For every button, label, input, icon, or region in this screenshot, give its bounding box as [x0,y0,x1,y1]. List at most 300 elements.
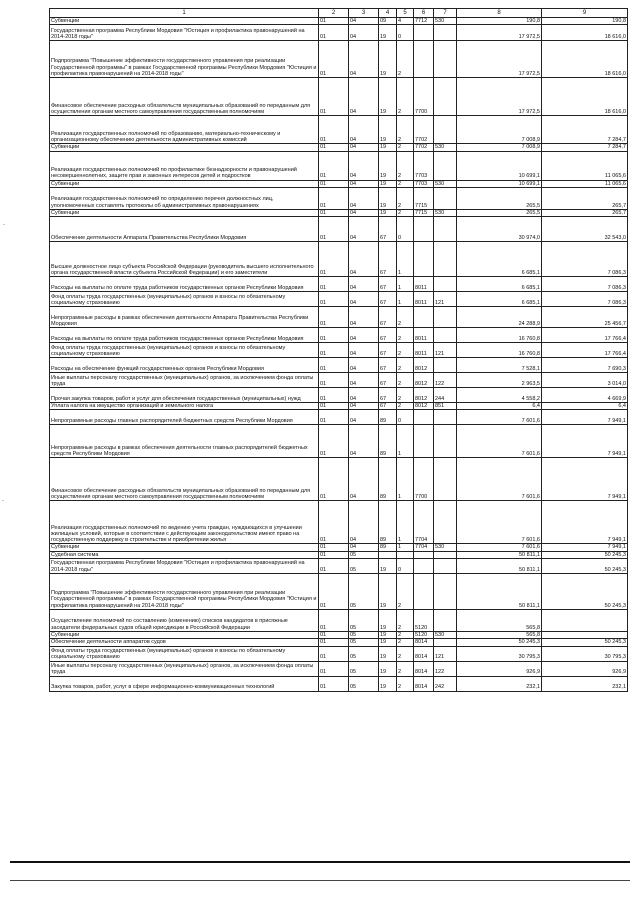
table-body [50,18,628,692]
cell-section: 01 [319,180,349,187]
cell-name: Непрограммные расходы в рамках обеспечения деятельности главных распорядителей бюджетных средств Республики Мордовия [50,425,319,458]
cell-program: 67 [379,343,397,358]
cell-subprogram: 1 [397,458,414,501]
table-row [50,639,628,646]
cell-name: Осуществление полномочий по составлению (изменению) списков кандидатов в присяжные заседатели федеральных судов общей юрисдикции в Российской Федерации [50,610,319,632]
cell-amount-year2 [542,610,628,632]
cell-program: 19 [379,116,397,144]
cell-expense-code: 8011 [414,292,434,307]
table-row [50,209,628,216]
cell-subprogram: 0 [397,410,414,425]
cell-amount-year1: 50 811,1 [457,574,542,610]
table-row [50,217,628,242]
cell-amount-year2: 4 669,9 [542,388,628,403]
cell-subsection: 05 [349,559,379,574]
cell-name: Обеспечение деятельности Аппарата Правительства Республики Мордовия [50,217,319,242]
cell-amount-year1: 10 699,1 [457,180,542,187]
cell-name: Уплата налога на имущество организаций и земельного налога [50,403,319,410]
cell-name: Финансовое обеспечение расходных обязательств муниципальных образований по переданным для осуществления органам местного самоуправления государственным полномочиям [50,458,319,501]
header-cell: 6 [414,9,434,18]
cell-program: 09 [379,18,397,25]
cell-program: 19 [379,646,397,661]
cell-expense-code: 7700 [414,458,434,501]
cell-amount-year1: 7 528,1 [457,358,542,373]
table-row [50,78,628,116]
cell-program: 19 [379,187,397,209]
cell-name: Высшее должностное лицо субъекта Российской Федерации (руководитель высшего исполнительного органа государственной власти субъекта Российской Федерации) и его заместители [50,242,319,277]
cell-subsection: 04 [349,403,379,410]
cell-section: 01 [319,209,349,216]
cell-subprogram: 2 [397,209,414,216]
cell-expense-type: 530 [434,18,457,25]
cell-name: Расходы на обеспечение функций государственных органов Республики Мордовия [50,358,319,373]
scan-margin-mark: - [3,222,5,228]
cell-amount-year2: 11 065,6 [542,180,628,187]
table-row [50,574,628,610]
table-row [50,180,628,187]
cell-name: Реализация государственных полномочий по образованию, материально-техническому и организационному обеспечению деятельности административных комиссий [50,116,319,144]
cell-program: 19 [379,144,397,151]
cell-amount-year2: 7 949,1 [542,458,628,501]
cell-name: Обеспечение деятельности аппаратов судов [50,639,319,646]
cell-program: 67 [379,388,397,403]
cell-amount-year2: 18 616,0 [542,41,628,78]
cell-program: 67 [379,242,397,277]
cell-expense-code: 8011 [414,277,434,292]
cell-amount-year1: 2 963,5 [457,373,542,388]
cell-expense-code: 8012 [414,358,434,373]
cell-name: Расходы на выплаты по оплате труда работников государственных органов Республики Мордовия [50,277,319,292]
cell-section: 01 [319,78,349,116]
cell-program [379,551,397,558]
cell-section: 01 [319,661,349,676]
table-row [50,425,628,458]
cell-program: 67 [379,403,397,410]
cell-expense-code [414,41,434,78]
table-row [50,501,628,544]
cell-expense-type: 530 [434,144,457,151]
cell-expense-type: 121 [434,292,457,307]
cell-section: 01 [319,144,349,151]
cell-amount-year1: 6 685,1 [457,242,542,277]
cell-program: 67 [379,358,397,373]
cell-amount-year2: 7 086,3 [542,277,628,292]
cell-subprogram: 2 [397,373,414,388]
cell-subprogram: 1 [397,292,414,307]
cell-name: Субвенции [50,632,319,639]
cell-subprogram: 2 [397,574,414,610]
cell-subprogram: 1 [397,544,414,551]
cell-section: 01 [319,328,349,343]
cell-section: 01 [319,639,349,646]
cell-program: 19 [379,559,397,574]
cell-subsection: 04 [349,328,379,343]
cell-expense-type [434,328,457,343]
table-row [50,116,628,144]
cell-subprogram: 2 [397,388,414,403]
cell-subprogram: 2 [397,358,414,373]
scan-margin-mark: - [2,498,4,504]
cell-expense-type [434,151,457,180]
table-row [50,307,628,328]
cell-expense-code [414,242,434,277]
cell-subsection: 04 [349,501,379,544]
table-row [50,41,628,78]
cell-name: Подпрограмма "Повышение эффективности государственного управления при реализации Государственной программы" в рамках Государственной программы Республики Мордовия "Юстиция и профилактика правонарушений на 2014-2018 годы" [50,41,319,78]
cell-subprogram: 2 [397,328,414,343]
cell-section: 01 [319,410,349,425]
table-row [50,632,628,639]
cell-amount-year1: 7 008,9 [457,116,542,144]
cell-subsection: 05 [349,632,379,639]
cell-expense-type [434,78,457,116]
cell-subprogram: 0 [397,25,414,41]
cell-name: Расходы на выплаты по оплате труда работников государственных органов Республики Мордовия [50,328,319,343]
cell-program: 19 [379,574,397,610]
cell-amount-year1: 17 972,5 [457,25,542,41]
cell-program: 89 [379,425,397,458]
cell-amount-year1: 50 245,3 [457,639,542,646]
cell-program: 89 [379,458,397,501]
cell-name: Непрограммные расходы главных распорядителей бюджетных средств Республики Мордовия [50,410,319,425]
cell-expense-type [434,187,457,209]
cell-amount-year2: 7 949,1 [542,544,628,551]
cell-amount-year1: 7 601,6 [457,410,542,425]
cell-expense-code: 5120 [414,632,434,639]
budget-table [49,8,628,692]
table-row [50,676,628,691]
header-row [50,9,628,18]
table-row [50,292,628,307]
cell-subsection: 05 [349,676,379,691]
cell-expense-type: 851 [434,403,457,410]
cell-expense-code [414,217,434,242]
cell-amount-year1: 30 795,3 [457,646,542,661]
cell-expense-type [434,277,457,292]
cell-expense-type: 122 [434,661,457,676]
cell-expense-code [414,574,434,610]
cell-amount-year1: 50 811,1 [457,559,542,574]
table-row [50,646,628,661]
header-cell: 4 [379,9,397,18]
cell-subsection: 04 [349,544,379,551]
cell-name: Фонд оплаты труда государственных (муниципальных) органов и взносы по обязательному социальному страхованию [50,292,319,307]
cell-subprogram: 2 [397,403,414,410]
cell-expense-code: 8011 [414,328,434,343]
cell-subsection: 04 [349,116,379,144]
table-row [50,559,628,574]
cell-expense-type [434,610,457,632]
cell-name: Подпрограмма "Повышение эффективности государственного управления при реализации Государственной программы" в рамках Государственной программы Республики Мордовия "Юстиция и профилактика правонарушений на 2014-2018 годы" [50,574,319,610]
cell-amount-year2: 6,4 [542,403,628,410]
cell-expense-type [434,425,457,458]
cell-name: Реализация государственных полномочий по ведению учета граждан, нуждающихся в улучшении жилищных условий, которые в соответствии с действующим законодательством имеют право на государственную поддержку в строительстве и приобретении жилья [50,501,319,544]
cell-expense-code: 8012 [414,403,434,410]
cell-subprogram: 2 [397,144,414,151]
cell-expense-code: 8014 [414,661,434,676]
cell-name: Государственная программа Республики Мордовия "Юстиция и профилактика правонарушений на 2014-2018 годы" [50,25,319,41]
cell-amount-year2: 3 014,0 [542,373,628,388]
cell-subprogram: 2 [397,307,414,328]
cell-amount-year1: 7 601,6 [457,425,542,458]
cell-subsection: 04 [349,144,379,151]
cell-amount-year2: 7 284,7 [542,144,628,151]
cell-section: 01 [319,41,349,78]
cell-amount-year2: 50 245,3 [542,551,628,558]
cell-name: Субвенции [50,180,319,187]
cell-expense-type [434,639,457,646]
cell-section: 01 [319,292,349,307]
page-bottom-rule [10,880,630,881]
table-row [50,403,628,410]
cell-expense-type [434,501,457,544]
cell-name: Прочая закупка товаров, работ и услуг для обеспечения государственных (муниципальных) нужд [50,388,319,403]
cell-amount-year2: 190,8 [542,18,628,25]
cell-subsection: 04 [349,41,379,78]
table-row [50,458,628,501]
cell-expense-type [434,551,457,558]
cell-expense-code: 7702 [414,116,434,144]
cell-amount-year1: 232,1 [457,676,542,691]
cell-program: 19 [379,639,397,646]
cell-amount-year2: 18 616,0 [542,25,628,41]
cell-program: 67 [379,328,397,343]
cell-amount-year1: 24 288,9 [457,307,542,328]
cell-expense-type: 530 [434,544,457,551]
cell-program: 89 [379,501,397,544]
cell-section: 01 [319,242,349,277]
cell-subsection: 04 [349,388,379,403]
cell-amount-year1: 6,4 [457,403,542,410]
cell-subprogram: 2 [397,180,414,187]
cell-subsection: 04 [349,277,379,292]
cell-name: Судебная система [50,551,319,558]
cell-expense-code: 8014 [414,646,434,661]
cell-amount-year2: 17 766,4 [542,328,628,343]
cell-subprogram: 2 [397,187,414,209]
cell-expense-type [434,574,457,610]
table-row [50,151,628,180]
cell-amount-year2: 50 245,3 [542,639,628,646]
cell-expense-type [434,559,457,574]
cell-amount-year2 [542,632,628,639]
cell-name: Фонд оплаты труда государственных (муниципальных) органов и взносы по обязательному социальному страхованию [50,646,319,661]
cell-expense-type [434,410,457,425]
table-row [50,358,628,373]
cell-subsection: 05 [349,639,379,646]
cell-subsection: 04 [349,292,379,307]
cell-name: Субвенции [50,144,319,151]
cell-expense-type [434,458,457,501]
cell-name: Финансовое обеспечение расходных обязательств муниципальных образований по переданным для осуществления органам местного самоуправления государственным полномочиям [50,78,319,116]
cell-amount-year1: 4 558,2 [457,388,542,403]
cell-expense-type [434,358,457,373]
cell-expense-type [434,41,457,78]
cell-expense-code: 7700 [414,78,434,116]
cell-amount-year2: 50 245,3 [542,574,628,610]
cell-expense-code [414,559,434,574]
cell-amount-year2: 32 543,0 [542,217,628,242]
cell-amount-year2: 7 086,3 [542,242,628,277]
cell-section: 01 [319,151,349,180]
cell-section: 01 [319,18,349,25]
cell-expense-code: 5120 [414,610,434,632]
cell-subprogram: 2 [397,151,414,180]
table-row [50,242,628,277]
cell-expense-code: 7712 [414,18,434,25]
table-row [50,18,628,25]
table-row [50,610,628,632]
cell-subsection: 04 [349,217,379,242]
cell-amount-year1: 10 699,1 [457,151,542,180]
table-row [50,187,628,209]
cell-amount-year1: 17 972,5 [457,41,542,78]
cell-amount-year1: 16 760,8 [457,328,542,343]
cell-expense-type: 121 [434,646,457,661]
cell-subsection: 04 [349,307,379,328]
cell-program: 19 [379,610,397,632]
cell-subsection: 04 [349,180,379,187]
cell-amount-year1: 30 974,0 [457,217,542,242]
cell-expense-type: 122 [434,373,457,388]
cell-subsection: 04 [349,209,379,216]
cell-subsection: 04 [349,358,379,373]
cell-expense-type: 530 [434,209,457,216]
cell-amount-year1: 16 760,8 [457,343,542,358]
cell-amount-year2: 7 949,1 [542,410,628,425]
cell-name: Субвенции [50,18,319,25]
cell-amount-year1: 6 685,1 [457,292,542,307]
cell-amount-year2: 17 766,4 [542,343,628,358]
cell-amount-year1: 265,5 [457,209,542,216]
cell-section: 01 [319,458,349,501]
cell-subsection: 04 [349,242,379,277]
cell-amount-year2: 25 456,7 [542,307,628,328]
cell-expense-code: 7715 [414,187,434,209]
cell-section: 01 [319,676,349,691]
cell-subprogram: 1 [397,277,414,292]
cell-section: 01 [319,551,349,558]
header-cell: 5 [397,9,414,18]
cell-amount-year1: 7 008,9 [457,144,542,151]
cell-program: 19 [379,41,397,78]
cell-name: Субвенции [50,544,319,551]
cell-subsection: 05 [349,551,379,558]
cell-subsection: 04 [349,187,379,209]
cell-subprogram: 2 [397,610,414,632]
cell-name: Иные выплаты персоналу государственных (муниципальных) органов, за исключением фонда оплаты труда [50,373,319,388]
cell-subsection: 04 [349,18,379,25]
cell-program: 67 [379,292,397,307]
cell-section: 01 [319,343,349,358]
cell-program: 67 [379,373,397,388]
cell-subsection: 04 [349,410,379,425]
cell-amount-year2: 265,7 [542,209,628,216]
cell-amount-year1: 190,8 [457,18,542,25]
cell-amount-year1: 7 601,6 [457,458,542,501]
cell-program: 67 [379,307,397,328]
table-row [50,661,628,676]
cell-amount-year2: 18 616,0 [542,78,628,116]
cell-amount-year2: 926,9 [542,661,628,676]
cell-section: 01 [319,632,349,639]
header-cell: 8 [457,9,542,18]
page-bottom-rule [10,861,630,863]
header-cell: 7 [434,9,457,18]
cell-subprogram: 2 [397,41,414,78]
cell-amount-year2: 11 065,6 [542,151,628,180]
cell-name: Государственная программа Республики Мордовия "Юстиция и профилактика правонарушений на 2014-2018 годы" [50,559,319,574]
cell-amount-year1: 50 811,1 [457,551,542,558]
cell-section: 01 [319,116,349,144]
cell-subprogram: 1 [397,501,414,544]
cell-expense-code [414,425,434,458]
cell-expense-code [414,25,434,41]
cell-program: 19 [379,78,397,116]
cell-section: 01 [319,388,349,403]
cell-expense-type: 242 [434,676,457,691]
table-row [50,328,628,343]
cell-expense-type: 244 [434,388,457,403]
cell-name: Реализация государственных полномочий по определению перечня должностных лиц, уполномоченных составлять протоколы об административных правонарушениях [50,187,319,209]
cell-subprogram: 2 [397,639,414,646]
cell-subsection: 04 [349,458,379,501]
table-row [50,544,628,551]
cell-program: 19 [379,25,397,41]
cell-subsection: 04 [349,25,379,41]
cell-subsection: 05 [349,610,379,632]
cell-subprogram: 2 [397,343,414,358]
cell-expense-type [434,116,457,144]
cell-amount-year2: 7 690,3 [542,358,628,373]
cell-subprogram: 0 [397,559,414,574]
cell-name: Реализация государственных полномочий по профилактике безнадзорности и правонарушений несовершеннолетних, защите прав и законных интересов детей и подростков [50,151,319,180]
cell-amount-year1: 565,8 [457,632,542,639]
table-row [50,388,628,403]
cell-expense-type [434,217,457,242]
cell-section: 01 [319,559,349,574]
cell-section: 01 [319,187,349,209]
cell-expense-code: 7703 [414,151,434,180]
cell-section: 01 [319,425,349,458]
cell-expense-code [414,410,434,425]
cell-program: 19 [379,676,397,691]
cell-subprogram: 2 [397,116,414,144]
cell-program: 19 [379,151,397,180]
cell-expense-code: 8012 [414,373,434,388]
table-row [50,410,628,425]
cell-expense-type: 121 [434,343,457,358]
cell-subprogram: 0 [397,217,414,242]
cell-program: 19 [379,661,397,676]
cell-section: 01 [319,610,349,632]
cell-program: 19 [379,209,397,216]
cell-subprogram: 2 [397,661,414,676]
cell-name: Иные выплаты персоналу государственных (муниципальных) органов, за исключением фонда оплаты труда [50,661,319,676]
table-row [50,343,628,358]
cell-subprogram: 4 [397,18,414,25]
cell-expense-code: 8014 [414,676,434,691]
table-row [50,277,628,292]
cell-section: 01 [319,25,349,41]
cell-expense-code [414,551,434,558]
cell-subsection: 04 [349,425,379,458]
cell-amount-year2: 30 795,3 [542,646,628,661]
cell-name: Непрограммные расходы в рамках обеспечения деятельности Аппарата Правительства Республики Мордовия [50,307,319,328]
table-row [50,373,628,388]
cell-expense-code: 7703 [414,180,434,187]
cell-subprogram: 1 [397,425,414,458]
